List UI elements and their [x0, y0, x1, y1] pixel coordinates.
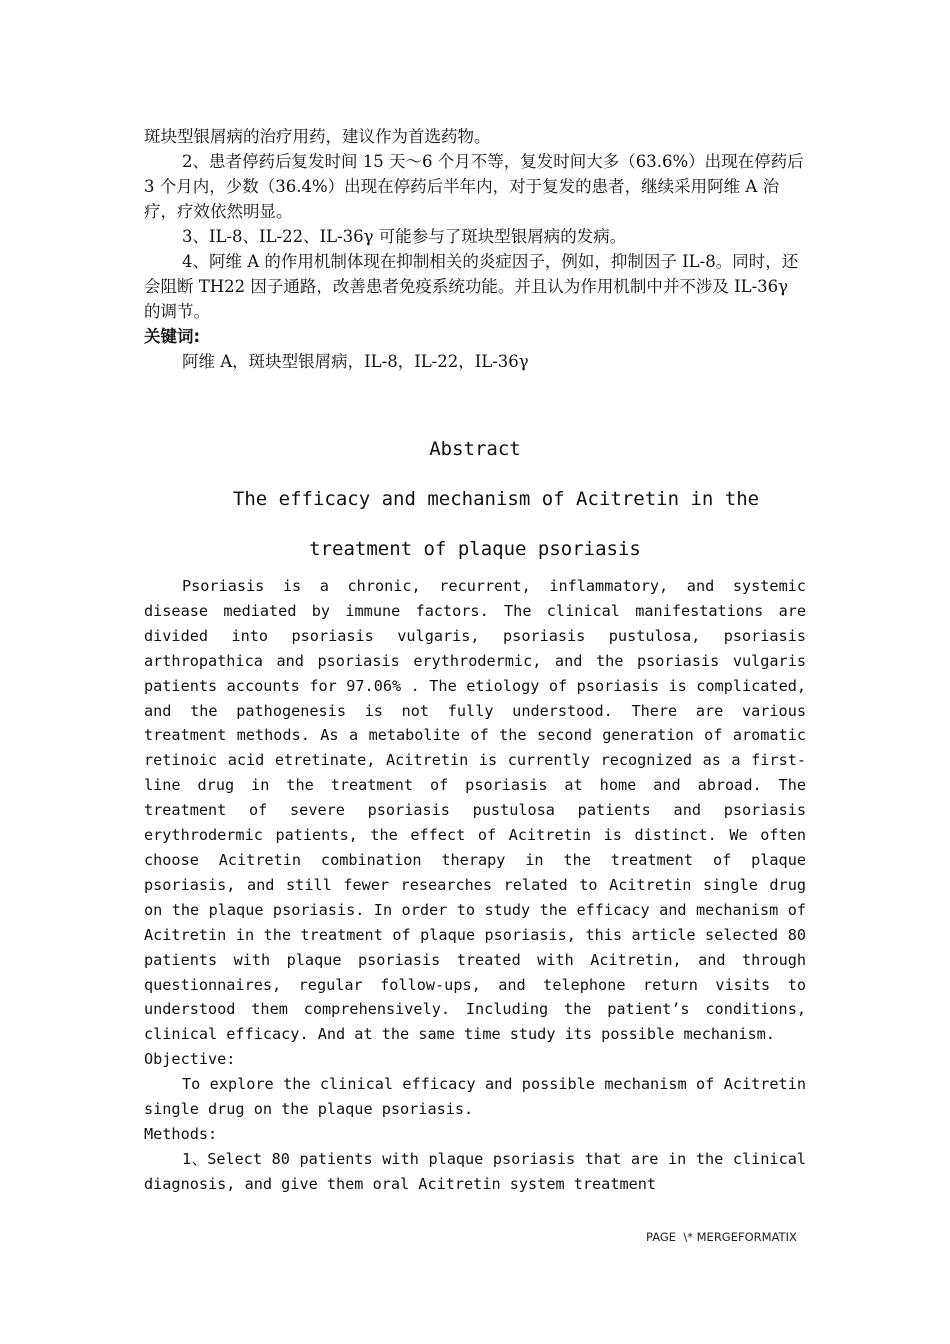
- objective-label: Objective:: [144, 1050, 236, 1069]
- abstract-heading: Abstract: [429, 438, 521, 460]
- methods-item-1: 1、Select 80 patients with plaque psoriasis that are in the clinical diagnosis, and give them oral Acitretin system treatment: [144, 1149, 806, 1193]
- chinese-conclusion-4: 4、阿维 A 的作用机制体现在抑制相关的炎症因子，例如，抑制因子 IL-8。同时，还会阻断 TH22 因子通路，改善患者免疫系统功能。并且认为作用机制中并不涉及 IL-36γ 的调节。: [144, 252, 799, 321]
- objective-text: To explore the clinical efficacy and possible mechanism of Acitretin single drug on the plaque psoriasis.: [144, 1075, 806, 1119]
- abstract-paragraph: Psoriasis is a chronic, recurrent, inflammatory, and systemic disease mediated by immune factors. The clinical manifestations are divided into psoriasis vulgaris, psoriasis pustulosa, psoriasis arthropathica and psoriasis erythrodermic, and the psoriasis vulgaris patients accounts for 97.06% . The etiology of psoriasis is complicated, and the pathogenesis is not fully understood. There are various treatment methods. As a metabolite of the second generation of aromatic retinoic acid etretinate, Acitretin is currently recognized as a first-line drug in the treatment of psoriasis at home and abroad. The treatment of severe psoriasis pustulosa patients and psoriasis erythrodermic patients, the effect of Acitretin is distinct. We often choose Acitretin combination therapy in the treatment of plaque psoriasis, and still fewer researches related to Acitretin single drug on the plaque psoriasis. In order to study the efficacy and mechanism of Acitretin in the treatment of plaque psoriasis, this article selected 80 patients with plaque psoriasis treated with Acitretin, and through questionnaires, regular follow-ups, and telephone return visits to understood them comprehensively. Including the patient’s conditions, clinical efficacy. And at the same time study its possible mechanism.: [144, 577, 806, 1044]
- document-page: [144, 124, 806, 1193]
- abstract-body: [144, 574, 806, 1197]
- page-footer-field: PAGE \* MERGEFORMATIX: [646, 1230, 797, 1244]
- chinese-conclusion-2: 2、患者停药后复发时间 15 天～6 个月不等，复发时间大多（63.6%）出现在停药后 3 个月内，少数（36.4%）出现在停药后半年内，对于复发的患者，继续采用阿维 A 治疗，疗效依然明显。: [144, 152, 804, 221]
- methods-label: Methods:: [144, 1124, 218, 1143]
- keywords-label: 关键词:: [144, 327, 201, 346]
- chinese-conclusion-3: 3、IL-8、IL-22、IL-36γ 可能参与了斑块型银屑病的发病。: [182, 227, 627, 246]
- english-title-line-1: The efficacy and mechanism of Acitretin in the: [232, 488, 760, 510]
- chinese-paragraph-continued: 斑块型银屑病的治疗用药，建议作为首选药物。: [144, 127, 491, 146]
- english-title-line-2: treatment of plaque psoriasis: [309, 538, 641, 560]
- keywords-text: 阿维 A，斑块型银屑病，IL-8，IL-22，IL-36γ: [182, 352, 529, 371]
